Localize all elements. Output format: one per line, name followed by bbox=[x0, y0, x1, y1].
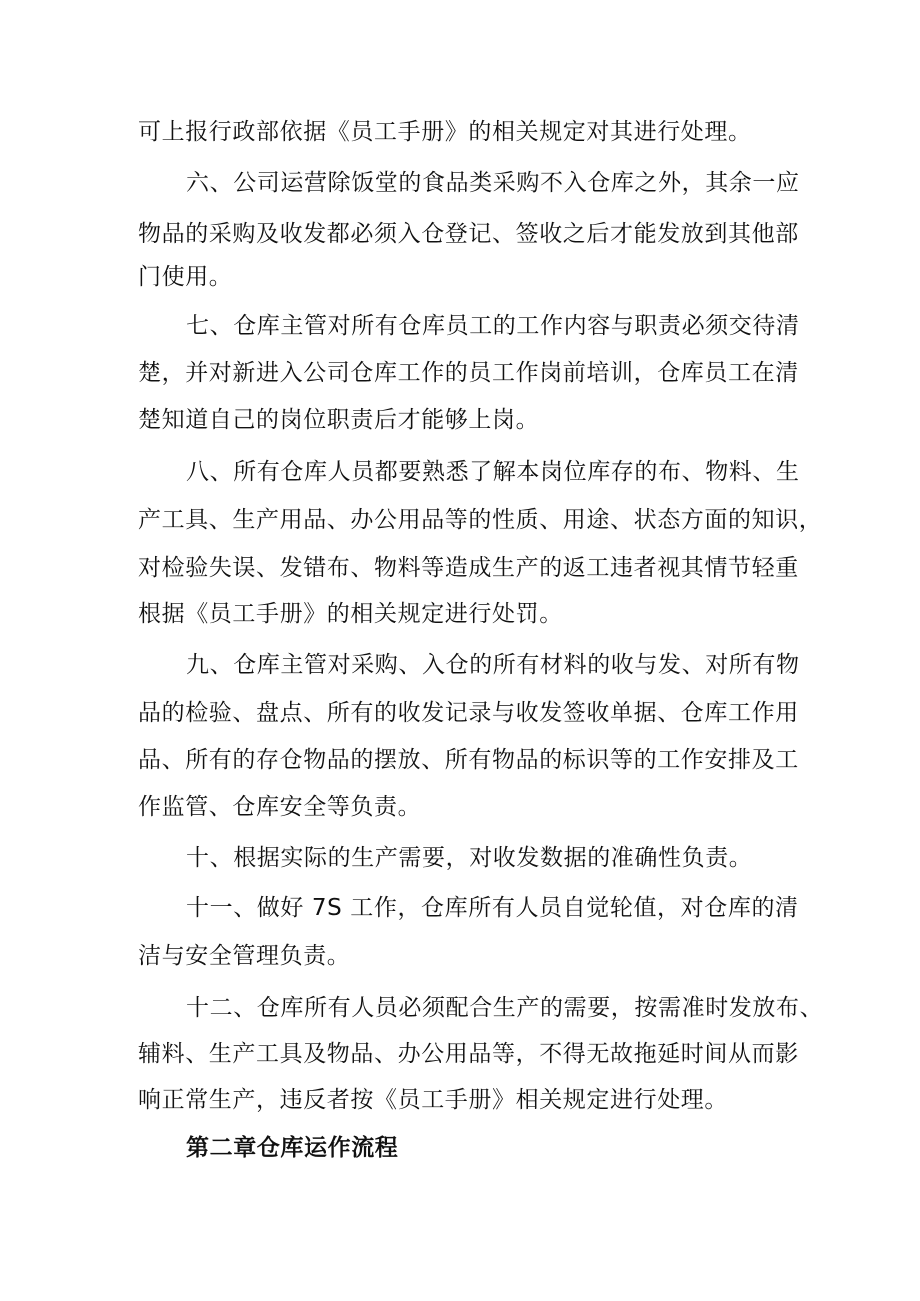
text-line: 品、所有的存仓物品的摆放、所有物品的标识等的工作安排及工 bbox=[138, 747, 799, 773]
paragraph-10-line-1: 十、根据实际的生产需要，对收发数据的准确性负责。 bbox=[186, 845, 753, 871]
text-line: 辅料、生产工具及物品、办公用品等，不得无故拖延时间从而影 bbox=[138, 1041, 799, 1067]
text-line: 根据《员工手册》的相关规定进行处罚。 bbox=[138, 601, 563, 627]
paragraph-11-line-1: 十一、做好 7S 工作，仓库所有人员自觉轮值，对仓库的清 bbox=[186, 895, 799, 921]
text-line: 产工具、生产用品、办公用品等的性质、用途、状态方面的知识， bbox=[138, 507, 823, 533]
text-line: 楚知道自己的岗位职责后才能够上岗。 bbox=[138, 407, 540, 433]
paragraph-6-line-1: 六、公司运营除饭堂的食品类采购不入仓库之外，其余一应 bbox=[186, 170, 800, 196]
text-line: 洁与安全管理负责。 bbox=[138, 943, 351, 969]
paragraph-12-line-1: 十二、仓库所有人员必须配合生产的需要，按需准时发放布、 bbox=[186, 995, 824, 1021]
text-line: 楚，并对新进入公司仓库工作的员工作岗前培训，仓库员工在清 bbox=[138, 360, 799, 386]
chapter-heading: 第二章仓库运作流程 bbox=[186, 1135, 399, 1161]
text-line: 品的检验、盘点、所有的收发记录与收发签收单据、仓库工作用 bbox=[138, 700, 799, 726]
text-line: 物品的采购及收发都必须入仓登记、签收之后才能发放到其他部 bbox=[138, 221, 799, 247]
paragraph-9-line-1: 九、仓库主管对采购、入仓的所有材料的收与发、对所有物 bbox=[186, 652, 800, 678]
text-line: 可上报行政部依据《员工手册》的相关规定对其进行处理。 bbox=[138, 119, 752, 145]
paragraph-7-line-1: 七、仓库主管对所有仓库员工的工作内容与职责必须交待清 bbox=[186, 313, 800, 339]
text-line: 门使用。 bbox=[138, 264, 233, 290]
text-line: 响正常生产，违反者按《员工手册》相关规定进行处理。 bbox=[138, 1087, 728, 1113]
text-line: 作监管、仓库安全等负责。 bbox=[138, 794, 422, 820]
paragraph-8-line-1: 八、所有仓库人员都要熟悉了解本岗位库存的布、物料、生 bbox=[186, 459, 800, 485]
text-line: 对检验失误、发错布、物料等造成生产的返工违者视其情节轻重 bbox=[138, 555, 799, 581]
